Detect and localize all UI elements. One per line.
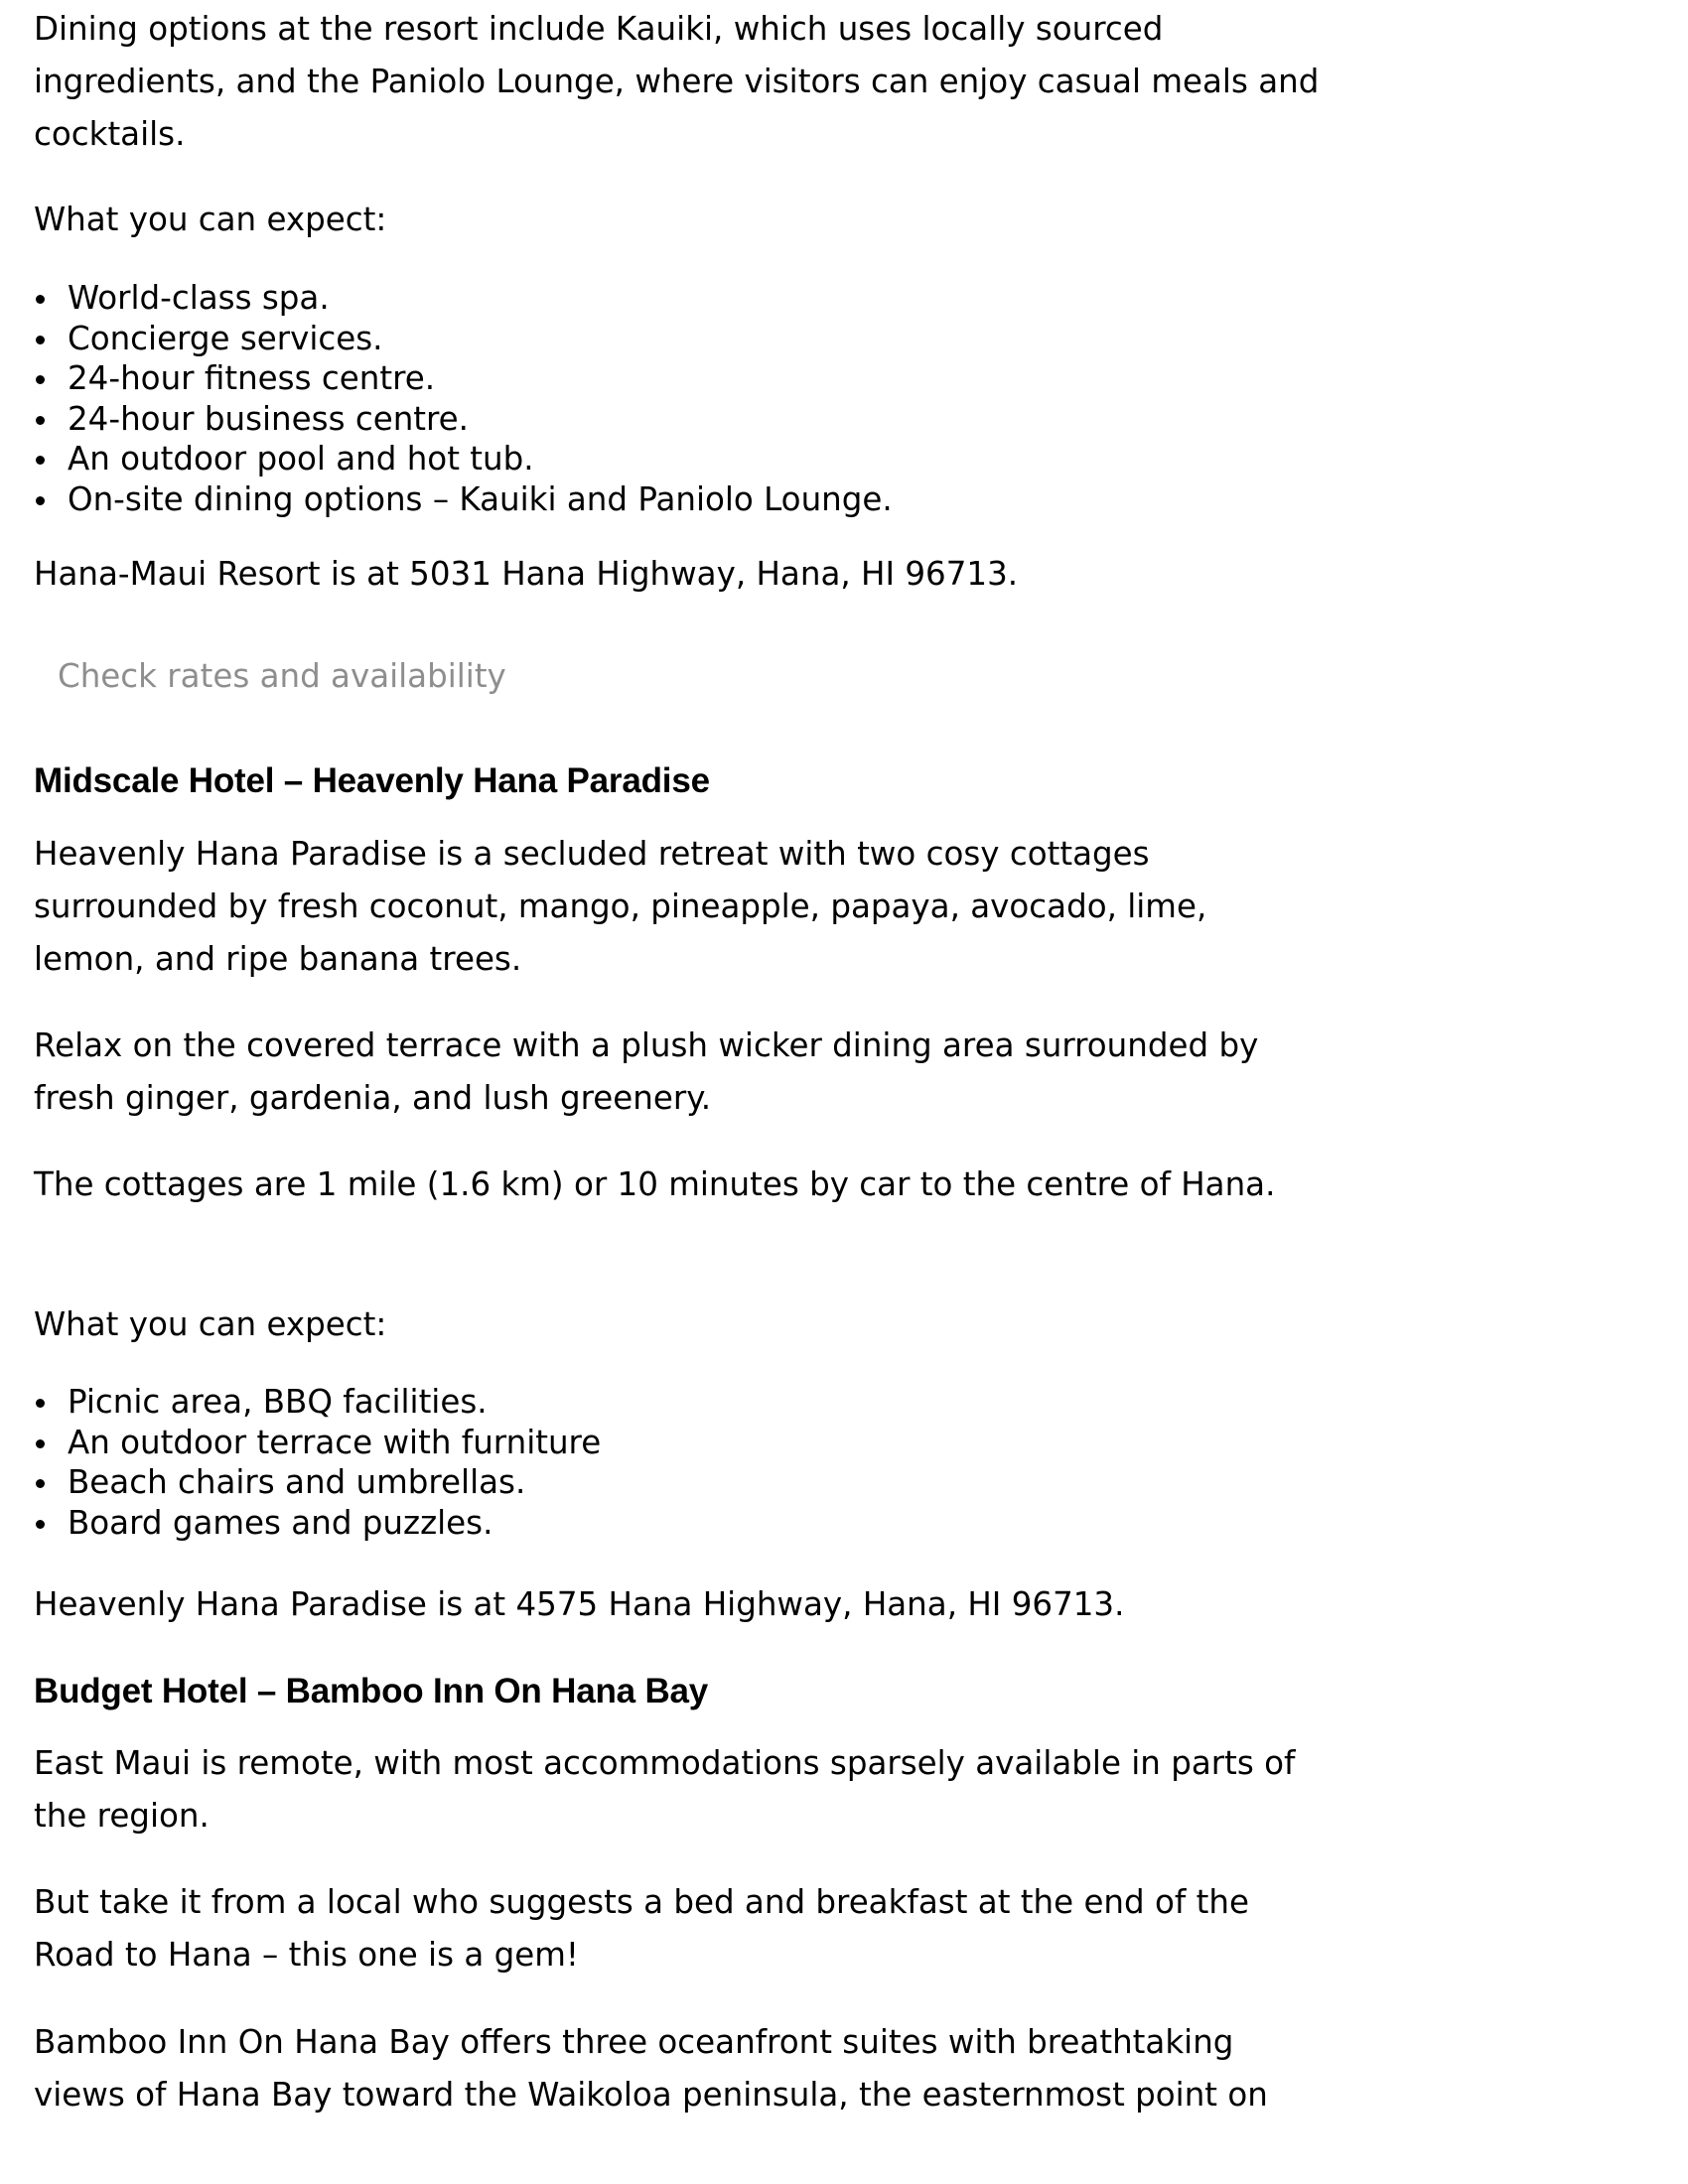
bullet-icon bbox=[36, 1479, 45, 1488]
bullet-icon bbox=[36, 456, 45, 465]
list-item: Picnic area, BBQ facilities. bbox=[34, 1382, 1325, 1423]
bullet-icon bbox=[36, 375, 45, 384]
bullet-icon bbox=[36, 336, 45, 344]
midscale-paragraph-1: Heavenly Hana Paradise is a secluded retreat with two cosy cottages surrounded by fresh coconut, mango, pineapple, papaya, avocado, lime, lemon, and ripe banana trees. bbox=[34, 835, 1207, 978]
list-item: 24-hour fitness centre. bbox=[34, 358, 1325, 399]
budget-heading: Budget Hotel – Bamboo Inn On Hana Bay bbox=[34, 1672, 709, 1710]
bullet-icon bbox=[36, 416, 45, 425]
list-item: World-class spa. bbox=[34, 278, 1325, 319]
list-item: Board games and puzzles. bbox=[34, 1503, 1325, 1544]
list-item: An outdoor terrace with furniture bbox=[34, 1423, 1325, 1463]
resort-amenities-list bbox=[34, 278, 1325, 519]
resort-address: Hana-Maui Resort is at 5031 Hana Highway, Hana, HI 96713. bbox=[34, 555, 1019, 593]
list-item: 24-hour business centre. bbox=[34, 399, 1325, 440]
budget-paragraph-1: East Maui is remote, with most accommodations sparsely available in parts of the region. bbox=[34, 1744, 1296, 1835]
budget-paragraph-3: Bamboo Inn On Hana Bay offers three oceanfront suites with breathtaking views of Hana Bay toward the Waikoloa peninsula, the easternmost point on bbox=[34, 2023, 1268, 2114]
midscale-heading: Midscale Hotel – Heavenly Hana Paradise bbox=[34, 761, 710, 800]
midscale-amenities-list bbox=[34, 1382, 1325, 1543]
midscale-paragraph-3: The cottages are 1 mile (1.6 km) or 10 minutes by car to the centre of Hana. bbox=[34, 1165, 1276, 1203]
list-item: An outdoor pool and hot tub. bbox=[34, 439, 1325, 479]
resort-expect-label: What you can expect: bbox=[34, 201, 387, 238]
list-item: Beach chairs and umbrellas. bbox=[34, 1462, 1325, 1503]
bullet-icon bbox=[36, 1399, 45, 1408]
midscale-expect-label: What you can expect: bbox=[34, 1305, 387, 1343]
resort-dining-paragraph: Dining options at the resort include Kauiki, which uses locally sourced ingredients, and the Paniolo Lounge, where visitors can enjoy casual meals and cocktails. bbox=[34, 10, 1320, 153]
bullet-icon bbox=[36, 295, 45, 304]
bullet-icon bbox=[36, 1439, 45, 1448]
bullet-icon bbox=[36, 496, 45, 505]
check-rates-link[interactable]: Check rates and availability bbox=[58, 657, 506, 695]
list-item: On-site dining options – Kauiki and Paniolo Lounge. bbox=[34, 479, 1325, 520]
midscale-paragraph-2: Relax on the covered terrace with a plush wicker dining area surrounded by fresh ginger, gardenia, and lush greenery. bbox=[34, 1026, 1259, 1117]
midscale-address: Heavenly Hana Paradise is at 4575 Hana Highway, Hana, HI 96713. bbox=[34, 1585, 1125, 1623]
budget-paragraph-2: But take it from a local who suggests a bed and breakfast at the end of the Road to Hana – this one is a gem! bbox=[34, 1883, 1249, 1974]
bullet-icon bbox=[36, 1520, 45, 1529]
list-item: Concierge services. bbox=[34, 319, 1325, 359]
